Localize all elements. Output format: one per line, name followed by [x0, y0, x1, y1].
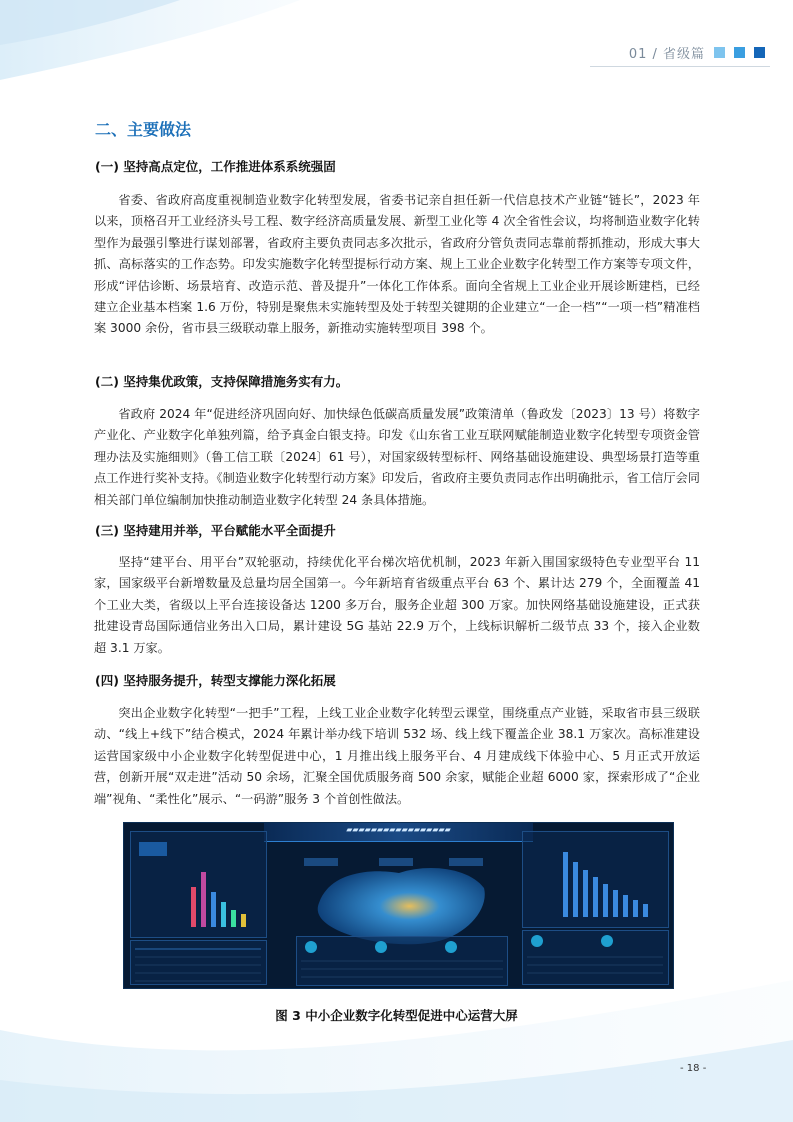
figure-caption: 图 3 中小企业数字化转型促进中心运营大屏 [275, 1008, 518, 1023]
dashboard-left-table [130, 940, 267, 985]
table-lines-graphic [131, 941, 266, 984]
header-square-mid [734, 47, 745, 58]
center-stats-graphic [297, 937, 507, 985]
subsection-paragraph-1: 省委、省政府高度重视制造业数字化转型发展，省委书记亲自担任新一代信息技术产业链“链长”，2023 年以来，顶格召开工业经济头号工程、数字经济高质量发展、新型工业化等 4 次全省性会议，均将制造业数字化转型作为最强引擎进行谋划部署，省政府主要负责同志多次批示，省政府分管负责同志靠前帮抓推动，形成大事大抓、高标落实的工作态势。印发实施数字化转型提标行动方案、规上工业企业数字化转型工作方案等专项文件，形成“评估诊断、场景培育、改造示范、普及提升”一体化工作体系。面向全省规上工业企业开展诊断建档，已经建立企业基本档案 1.6 万份，特别是聚焦未实施转型及处于转型关键期的企业建立“一企一档”“一项一档”精准档案 3000 余份，省市县三级联动靠上服务，新推动实施转型项目 398 个。 [94, 193, 700, 336]
section-title: 二、主要做法 [95, 120, 192, 139]
dashboard-left-panel [130, 831, 267, 938]
right-table-graphic [523, 931, 668, 984]
subsection-title-4: (四) 坚持服务提升，转型支撑能力深化拓展 [95, 673, 336, 688]
dashboard-bar-chart-graphic [131, 832, 266, 937]
page-header [629, 43, 765, 62]
header-square-dark [754, 47, 765, 58]
subsection-title-1: (一) 坚持高点定位，工作推进体系系统强固 [95, 159, 336, 174]
dashboard-title-bar [264, 823, 533, 842]
dashboard-title-graphic: ▰▰▰▰▰▰▰▰▰▰▰▰▰▰▰▰▰ [346, 825, 451, 834]
subsection-paragraph-3: 坚持“建平台、用平台”双轮驱动，持续优化平台梯次培优机制，2023 年新入围国家级特色专业型平台 11 家，国家级平台新增数量及总量均居全国第一。今年新培育省级重点平台 63 个、累计达 279 个，全面覆盖 41 个工业大类，省级以上平台连接设备达 1200 多万台，服务企业超 300 万家。加快网络基础设施建设，正式获批建设青岛国际通信业务出入口局，累计建设 5G 基站 22.9 万个，上线标识解析二级节点 33 个，接入企业数超 3.1 万家。 [94, 555, 700, 655]
right-bar-chart-graphic [523, 832, 668, 927]
dashboard-right-panel [522, 831, 669, 928]
page-number: - 18 - [680, 1063, 707, 1074]
dashboard-right-table [522, 930, 669, 985]
header-label: 01 / 省级篇 [628, 47, 705, 62]
subsection-title-3: (三) 坚持建用并举，平台赋能水平全面提升 [95, 523, 336, 538]
subsection-paragraph-2: 省政府 2024 年“促进经济巩固向好、加快绿色低碳高质量发展”政策清单（鲁政发〔2023〕13 号）将数字产业化、产业数字化单独列篇，给予真金白银支持。印发《山东省工业互联网赋能制造业数字化转型专项资金管理办法及实施细则》（鲁工信工联〔2024〕61 号），对国家级转型标杆、网络基础设施建设、典型场景打造等重点工作进行奖补支持。《制造业数字化转型行动方案》印发后，省政府主要负责同志作出明确批示，省工信厅会同相关部门单位编制加快推动制造业数字化转型 24 条具体措施。 [94, 407, 700, 507]
subsection-title-2: (二) 坚持集优政策，支持保障措施务实有力。 [95, 374, 349, 389]
subsection-paragraph-4: 突出企业数字化转型“一把手”工程，上线工业企业数字化转型云课堂，围绕重点产业链，采取省市县三级联动、“线上+线下”结合模式，2024 年累计举办线下培训 532 场、线上线下覆盖企业 38.1 万家次。高标准建设运营国家级中小企业数字化转型促进中心，1 月推出线上服务平台、4 月建成线下体验中心、5 月正式开放运营，创新开展“双走进”活动 50 余场，汇聚全国优质服务商 500 余家，赋能企业超 6000 家，探索形成了“企业端”视角、“柔性化”展示、“一码游”服务 3 个首创性做法。 [94, 706, 700, 806]
dashboard-screenshot [123, 822, 674, 989]
dashboard-center-table [296, 936, 508, 986]
header-rule [590, 66, 770, 67]
header-square-light [714, 47, 725, 58]
